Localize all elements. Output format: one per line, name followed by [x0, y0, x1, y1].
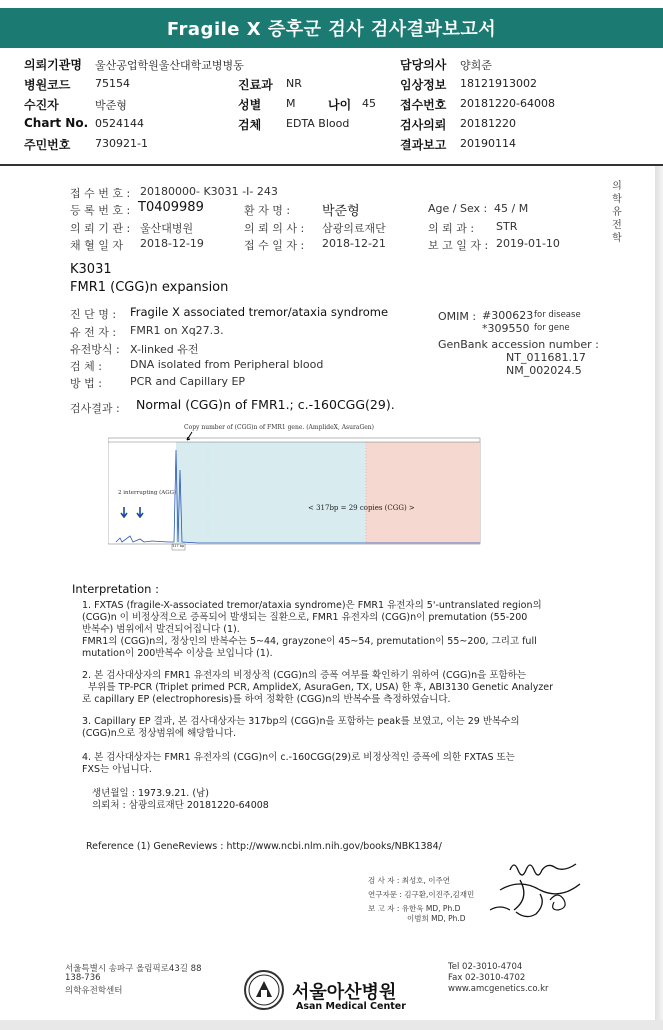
reference: Reference (1) GeneReviews : http://www.ncbi.nlm.nih.gov/books/NBK1384/	[86, 841, 442, 852]
peak-label: 317 bp	[172, 544, 185, 548]
blood-date-label: 채 혈 일 자	[70, 239, 123, 252]
handwritten-signatures	[480, 850, 590, 930]
copies-annotation: < 317bp = 29 copies (CGG) >	[308, 504, 415, 512]
label-institution: 의뢰기관명	[24, 58, 82, 72]
requester: 의뢰처 : 삼광의료재단 20181220-64008	[92, 800, 269, 811]
label-hospital-code: 병원코드	[24, 78, 71, 92]
report-date-value: 2019-01-10	[496, 237, 560, 250]
value-doctor: 양희준	[460, 59, 492, 72]
reporter-1: 보 고 자 : 유한욱 MD, Ph.D	[368, 904, 461, 913]
report-title: Fragile X 증후군 검사 검사결과보고서	[0, 8, 663, 48]
gene-label: 유 전 자 :	[70, 326, 117, 339]
value-patient: 박준형	[95, 99, 127, 112]
region-premutation	[366, 442, 480, 544]
diagnosis-label: 진 단 명 :	[70, 308, 117, 321]
label-doctor: 담당의사	[400, 58, 447, 72]
sheet-edge	[655, 166, 663, 1024]
value-reception-no: 20181220-64008	[460, 97, 555, 110]
label-report-date: 결과보고	[400, 138, 447, 152]
header-divider	[0, 164, 663, 166]
diagnosis-value: Fragile X associated tremor/ataxia syndrome	[130, 305, 389, 319]
method-value: PCR and Capillary EP	[130, 375, 246, 388]
reception-label: 접 수 번 호 :	[70, 187, 131, 200]
inheritance-label: 유전방식 :	[70, 343, 120, 356]
region-normal	[176, 442, 366, 544]
inst-label: 의 뢰 기 관 :	[70, 222, 131, 235]
omim-disease: #300623	[482, 309, 534, 322]
omim-disease-note: for disease	[534, 310, 581, 320]
agesex-value: 45 / M	[494, 202, 529, 215]
result-value: Normal (CGG)n of FMR1.; c.-160CGG(29).	[136, 397, 395, 412]
patient-name-value: 박준형	[322, 204, 360, 219]
value-dept: NR	[286, 77, 302, 90]
side-department-text: 의학유전학	[612, 181, 622, 244]
research-advisors: 연구자문 : 김구환,이진주,김재민	[368, 890, 475, 899]
asan-foundation-logo	[244, 970, 284, 1010]
dept-value: STR	[496, 220, 518, 233]
genbank-2: NM_002024.5	[506, 364, 582, 377]
value-chart-no: 0524144	[95, 117, 144, 130]
label-patient: 수진자	[24, 98, 59, 112]
label-sex: 성별	[238, 98, 262, 112]
agesex-label: Age / Sex :	[428, 202, 488, 215]
hospital-name-en: Asan Medical Center	[296, 1001, 406, 1012]
value-request-date: 20181220	[460, 117, 516, 130]
value-resident-no: 730921-1	[95, 137, 148, 150]
value-hospital-code: 75154	[95, 77, 130, 90]
interp-para-4: 4. 본 검사대상자는 FMR1 유전자의 (CGG)n이 c.-160CGG(29)로 비정상적인 증폭에 의한 FXTAS 또는 FXS는 아닙니다.	[82, 752, 515, 775]
interp-para-1: 1. FXTAS (fragile-X-associated tremor/ataxia syndrome)은 FMR1 유전자의 5'-untranslated region의 (CGG)n 이 비정상적으로 증폭되어 발생되는 질환으로, FMR1 유전자의 (CGG)n이 premutation (55-200 반복수) 범위에서 발견되어집니다 (1). FMR1의 (CGG)n의, 정상인의 반복수는 5~44, grayzone이 45~54, premutation이 55~200, 그리고 full mutation이 200반복수 이상을 보입니다 (1).	[82, 600, 542, 659]
label-dept: 진료과	[238, 78, 273, 92]
interp-para-2: 2. 본 검사대상자의 FMR1 유전자의 비정상적 (CGG)n의 증폭 여부를 확인하기 위하여 (CGG)n을 포함하는 부위를 TP-PCR (Triplet primed PCR, AmplideX, AsuraGen, TX, USA) 한 후, ABI3130 Genetic Analyzer 로 capillary EP (electrophoresis)를 하여 정확한 (CGG)n의 반복수를 측정하였습니다.	[82, 670, 554, 705]
address-line-2: 138-736	[65, 973, 101, 983]
specimen-label: 검 체 :	[70, 360, 102, 373]
test-name: FMR1 (CGG)n expansion	[70, 280, 229, 295]
recv-date-label: 접 수 일 자 :	[244, 239, 305, 252]
interp-para-3: 3. Capillary EP 결과, 본 검사대상자는 317bp의 (CGG)n을 포함하는 peak를 보였고, 이는 29 반복수의 (CGG)n으로 정상범위에 해당합니다.	[82, 716, 520, 739]
value-institution: 울산공업학원울산대학교병병동	[95, 59, 244, 72]
reg-value: T0409989	[138, 200, 204, 215]
reg-label: 등 록 번 호 :	[70, 204, 131, 217]
patient-name-label: 환 자 명 :	[244, 204, 291, 217]
website[interactable]: www.amcgenetics.co.kr	[448, 984, 549, 994]
hospital-name-ko: 서울아산병원	[292, 982, 397, 1003]
tester: 검 사 자 : 최성호, 이주연	[368, 876, 451, 885]
inst-value: 울산대병원	[140, 222, 194, 235]
dept-label: 의 뢰 과 :	[428, 222, 475, 235]
label-request-date: 검사의뢰	[400, 118, 447, 132]
doctor-value: 삼광의료재단	[322, 222, 386, 235]
recv-date-value: 2018-12-21	[322, 237, 386, 250]
report-date-label: 보 고 일 자 :	[428, 239, 489, 252]
gene-value: FMR1 on Xq27.3.	[130, 324, 224, 337]
blood-date-value: 2018-12-19	[140, 237, 204, 250]
genbank-1: NT_011681.17	[506, 351, 586, 364]
label-specimen: 검체	[238, 118, 262, 132]
doctor-label: 의 뢰 의 사 :	[244, 222, 305, 235]
address-line-1: 서울특별시 송파구 올림픽로43길 88	[65, 964, 202, 974]
label-clinical-info: 임상정보	[400, 78, 447, 92]
value-specimen: EDTA Blood	[286, 117, 350, 130]
birth-date: 생년월일 : 1973.9.21. (남)	[92, 788, 209, 799]
page-bottom-edge	[0, 1020, 663, 1030]
chart-title: Copy number of (CGG)n of FMR1 gene. (AmplideX, AsuraGen)	[184, 424, 374, 431]
reporter-2: 이범희 MD, Ph.D	[407, 914, 466, 923]
value-report-date: 20190114	[460, 137, 516, 150]
reception-value: 20180000- K3031 -I- 243	[140, 185, 278, 198]
inheritance-value: X-linked 유전	[130, 343, 199, 356]
test-code: K3031	[70, 262, 112, 277]
value-sex: M	[286, 97, 296, 110]
omim-gene: *309550	[482, 322, 530, 335]
tel: Tel 02-3010-4704	[448, 962, 523, 972]
address-line-3: 의학유전학센터	[65, 986, 123, 996]
specimen-value: DNA isolated from Peripheral blood	[130, 358, 324, 371]
fax: Fax 02-3010-4702	[448, 973, 526, 983]
omim-label: OMIM :	[438, 310, 477, 323]
label-resident-no: 주민번호	[24, 138, 71, 152]
label-age: 나이	[328, 98, 352, 112]
omim-gene-note: for gene	[534, 323, 570, 333]
genbank-label: GenBank accession number :	[438, 338, 599, 351]
interpretation-heading: Interpretation :	[72, 582, 159, 596]
ce-electropherogram	[108, 424, 518, 558]
interrupt-label: 2 interrupting (AGG)	[118, 490, 177, 496]
label-chart-no: Chart No.	[24, 116, 89, 130]
value-clinical-info: 18121913002	[460, 77, 537, 90]
result-label: 검사결과 :	[70, 402, 120, 415]
label-reception-no: 접수번호	[400, 98, 447, 112]
value-age: 45	[362, 97, 376, 110]
method-label: 방 법 :	[70, 377, 102, 390]
